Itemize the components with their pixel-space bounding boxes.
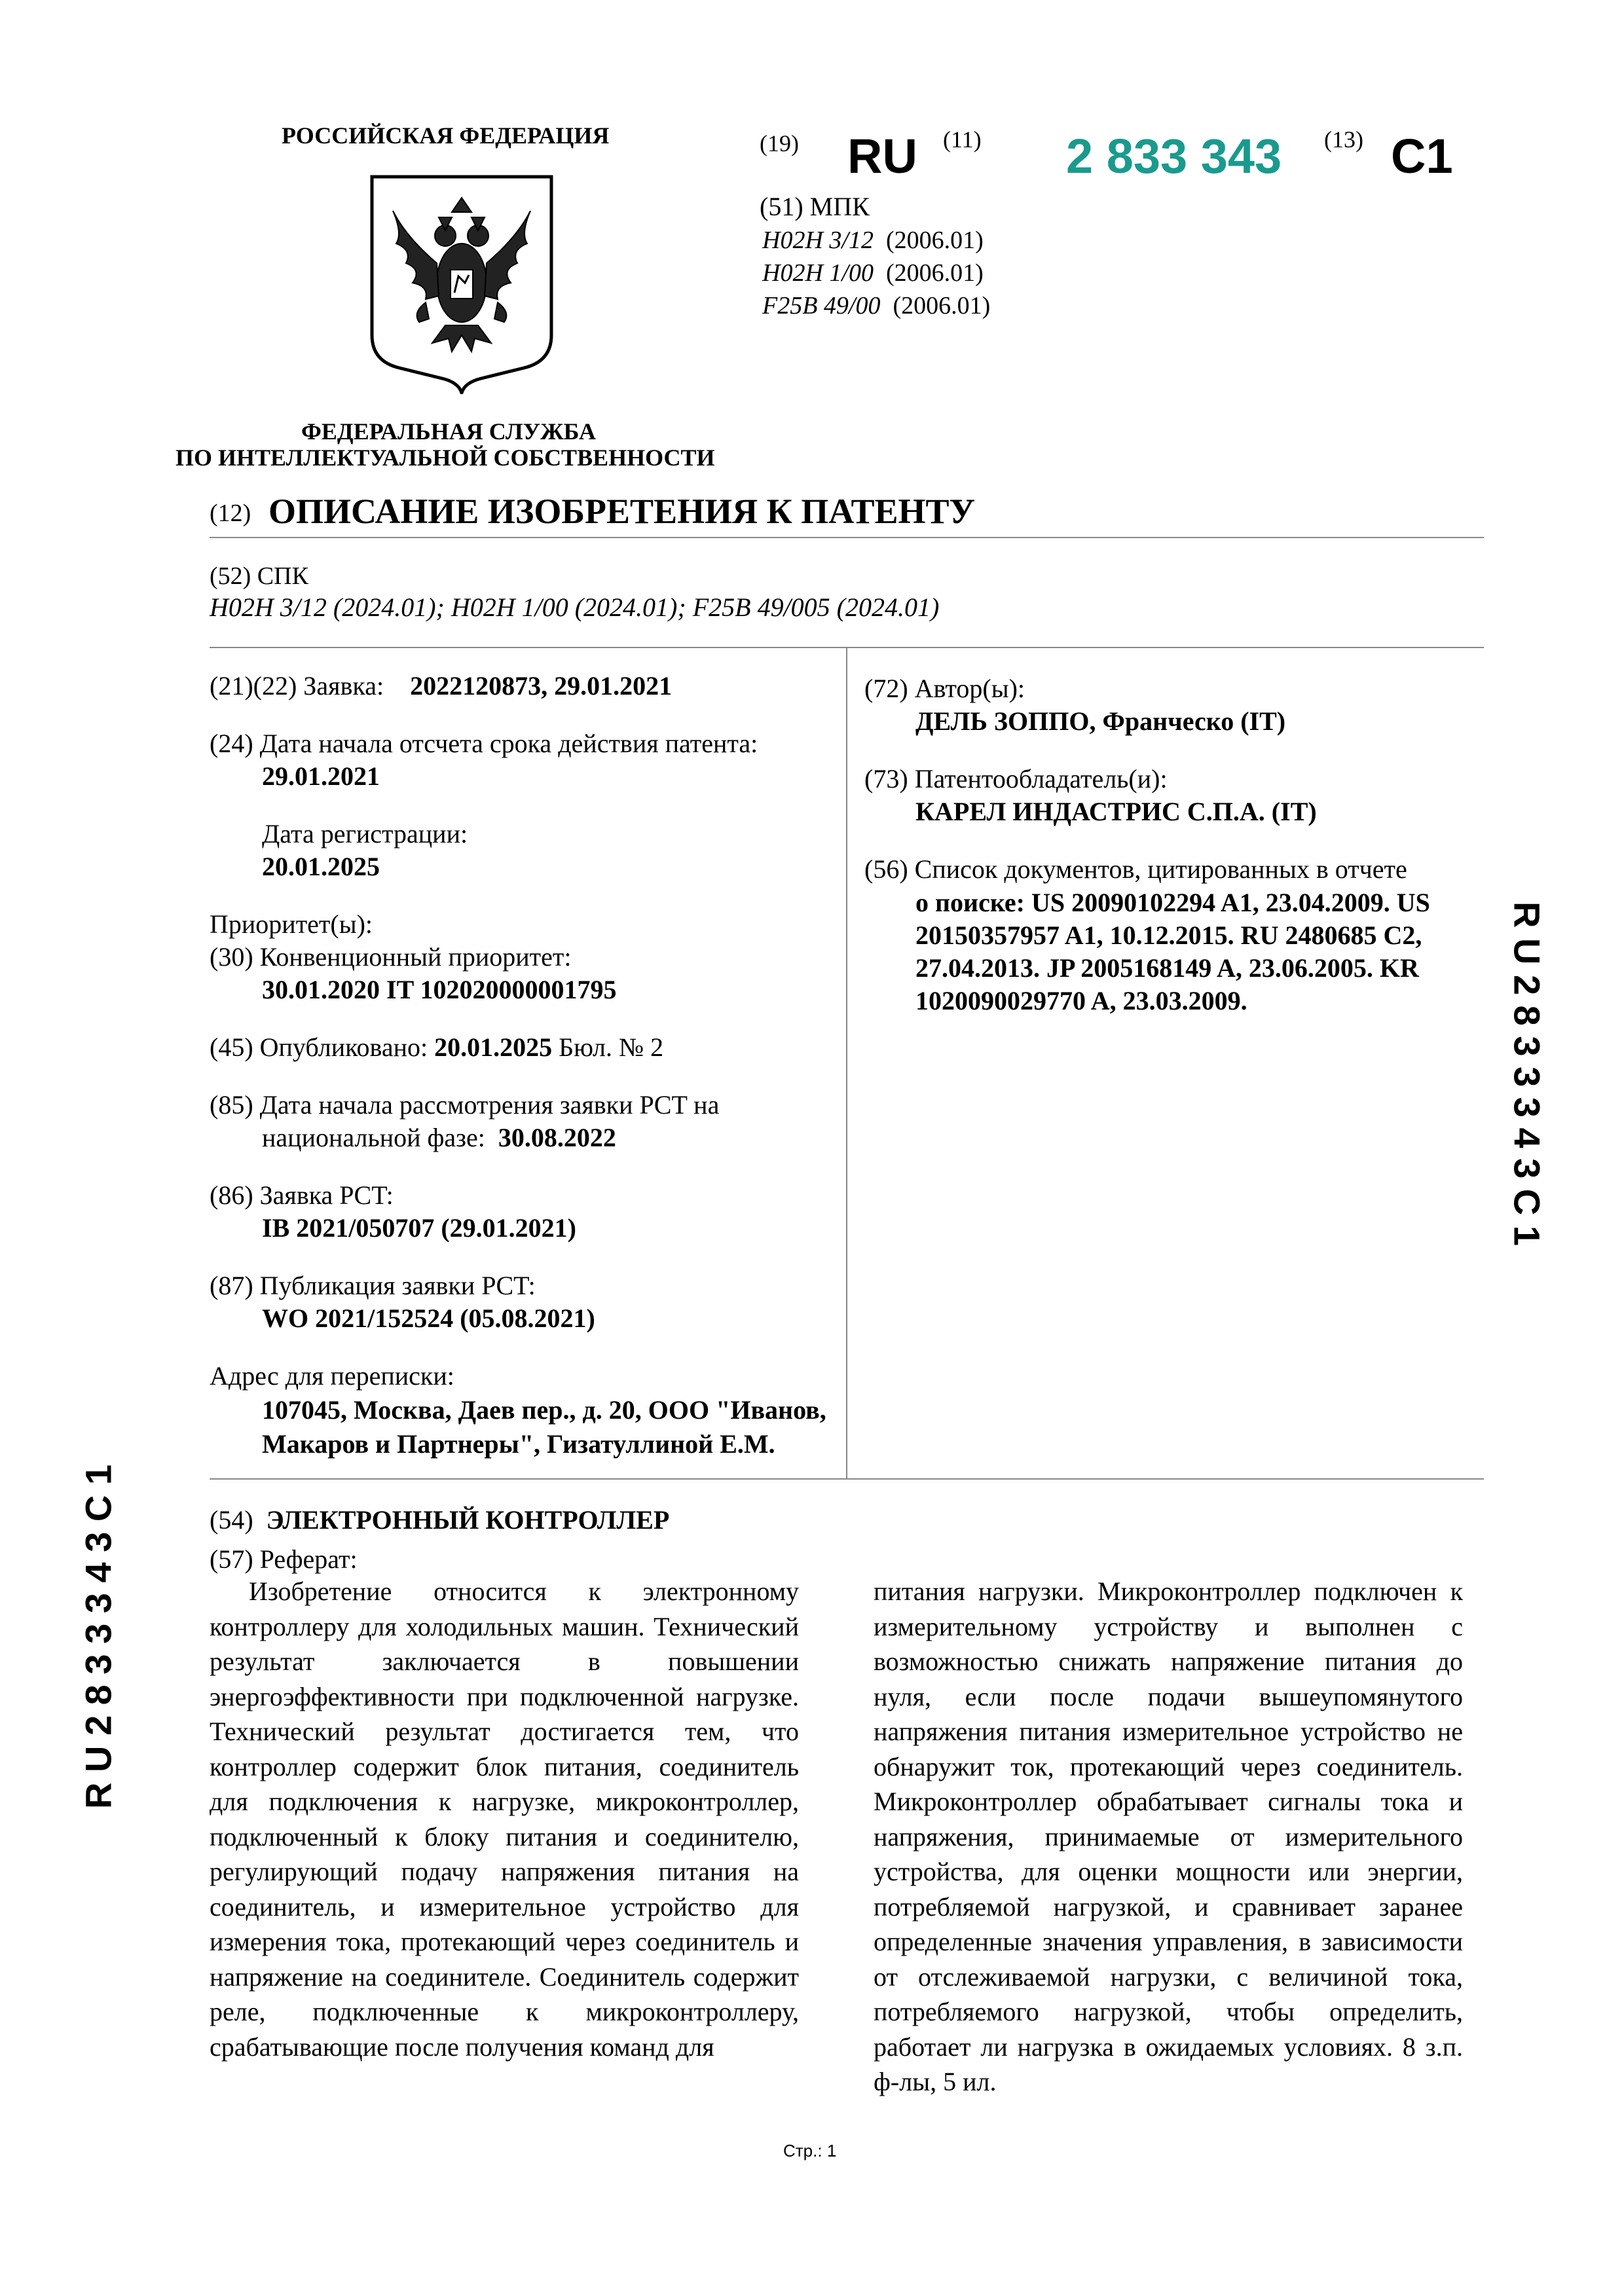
- mpk-item: F25B 49/00 (2006.01): [762, 292, 991, 319]
- mpk-list: [762, 224, 990, 322]
- pct86-value: IB 2021/050707 (29.01.2021): [262, 1213, 576, 1243]
- abstract-label: (57) Реферат:: [210, 1544, 358, 1574]
- pct85-line1: (85) Дата начала рассмотрения заявки PCT на: [210, 1090, 720, 1120]
- mpk-item: H02H 3/12 (2006.01): [762, 227, 984, 254]
- divider: [210, 537, 1484, 538]
- abstract-column-2: питания нагрузки. Микроконтроллер подключен к измерительному устройству и выполнен с возможностью снижать напряжение питания до нуля, если после подачи вышеупомянутого напряжения питания измерительное устройство не обнаружит ток, протекающий через соединитель. Микроконтроллер обрабатывает сигналы тока и напряжения, принимаемые от измерительного устройства, для оценки мощности или энергии, потребляемой нагрузкой, и сравнивает заранее определенные значения управления, в зависимости от отслеживаемой нагрузки, с величиной тока, потребляемого нагрузкой, чтобы определить, работает ли нагрузка в ожидаемых условиях. 8 з.п. ф-лы, 5 ил.: [874, 1576, 1463, 2096]
- owner-label: (73) Патентообладатель(и):: [864, 764, 1168, 793]
- published-field: (45) Опубликовано: 20.01.2025 Бюл. № 2: [210, 1032, 664, 1062]
- abstract-column-1: Изобретение относится к электронному контроллеру для холодильных машин. Технический результат заключается в повышении энергоэффективности при подключенной нагрузке. Технический результат достигается тем, что контроллер содержит блок питания, соединитель для подключения к нагрузке, микроконтроллер, подключенный к блоку питания и соединителю, регулирующий подачу напряжения питания на соединитель, и измерительное устройство для измерения тока, протекающий через соединитель и напряжение на соединителе. Соединитель содержит реле, подключенные к микроконтроллеру, срабатывающие после получения команд для: [210, 1576, 799, 2062]
- term-start-label: (24) Дата начала отсчета срока действия патента:: [210, 729, 758, 758]
- divider: [210, 1478, 1484, 1480]
- cited-doc-line: 27.04.2013. JP 2005168149 A, 23.06.2005. KR: [915, 953, 1419, 983]
- pct85-line2: национальной фазе: 30.08.2022: [262, 1123, 616, 1152]
- priority-label: Приоритет(ы):: [210, 909, 373, 939]
- author-label: (72) Автор(ы):: [864, 674, 1025, 703]
- application-field: (21)(22) Заявка: 2022120873, 29.01.2021: [210, 671, 673, 701]
- cited-docs-label: (56) Список документов, цитированных в отчете: [864, 854, 1407, 884]
- author-value: ДЕЛЬ ЗОППО, Франческо (IT): [915, 706, 1286, 736]
- spk-label: (52) СПК: [210, 562, 308, 590]
- code-13: (13): [1324, 126, 1363, 153]
- spk-classes: H02H 3/12 (2024.01); H02H 1/00 (2024.01); F25B 49/005 (2024.01): [210, 592, 940, 622]
- mpk-label: (51) МПК: [760, 192, 870, 221]
- doc-title: ОПИСАНИЕ ИЗОБРЕТЕНИЯ К ПАТЕНТУ: [268, 492, 976, 531]
- patent-number: 2 833 343: [1066, 129, 1282, 183]
- cited-doc-line: 20150357957 A1, 10.12.2015. RU 2480685 C2,: [915, 920, 1422, 950]
- convention-priority-label: (30) Конвенционный приоритет:: [210, 942, 572, 972]
- address-line-1: 107045, Москва, Даев пер., д. 20, ООО "Иванов,: [262, 1395, 826, 1425]
- cited-doc-line: о поиске: US 20090102294 A1, 23.04.2009. US: [915, 888, 1430, 917]
- term-start-value: 29.01.2021: [262, 761, 380, 791]
- cited-docs-list: [915, 886, 1430, 1017]
- side-number-left: R U 2 8 3 3 3 4 3 C 1: [77, 1464, 119, 1810]
- address-line-2: Макаров и Партнеры", Гизатуллиной Е.М.: [262, 1429, 775, 1459]
- cited-doc-line: 1020090029770 A, 23.03.2009.: [915, 986, 1247, 1015]
- owner-value: КАРЕЛ ИНДАСТРИС С.П.А. (IT): [915, 797, 1317, 826]
- country-name: РОССИЙСКАЯ ФЕДЕРАЦИЯ: [282, 122, 610, 149]
- code-11: (11): [943, 126, 982, 153]
- agency-line-1: ФЕДЕРАЛЬНАЯ СЛУЖБА: [301, 418, 596, 445]
- kind-code: C1: [1391, 129, 1453, 183]
- convention-priority-value: 30.01.2020 IT 102020000001795: [262, 975, 617, 1004]
- address-label: Адрес для переписки:: [210, 1361, 454, 1391]
- pct87-value: WO 2021/152524 (05.08.2021): [262, 1303, 595, 1333]
- title-field: (54) ЭЛЕКТРОННЫЙ КОНТРОЛЛЕР: [210, 1505, 670, 1535]
- page-number: Стр.: 1: [783, 2141, 837, 2160]
- coat-of-arms-emblem: [367, 172, 557, 394]
- column-divider: [846, 648, 847, 1480]
- registration-value: 20.01.2025: [262, 852, 380, 881]
- doc-code: (12): [210, 500, 251, 527]
- country-code: RU: [847, 129, 917, 183]
- code-19: (19): [760, 130, 799, 156]
- side-number-right: R U 2 8 3 3 3 4 3 C 1: [1506, 901, 1548, 1247]
- agency-line-2: ПО ИНТЕЛЛЕКТУАЛЬНОЙ СОБСТВЕННОСТИ: [175, 445, 715, 471]
- pct86-label: (86) Заявка PCT:: [210, 1180, 394, 1210]
- pct87-label: (87) Публикация заявки PCT:: [210, 1271, 536, 1300]
- mpk-item: H02H 1/00 (2006.01): [762, 259, 984, 287]
- registration-label: Дата регистрации:: [262, 819, 468, 848]
